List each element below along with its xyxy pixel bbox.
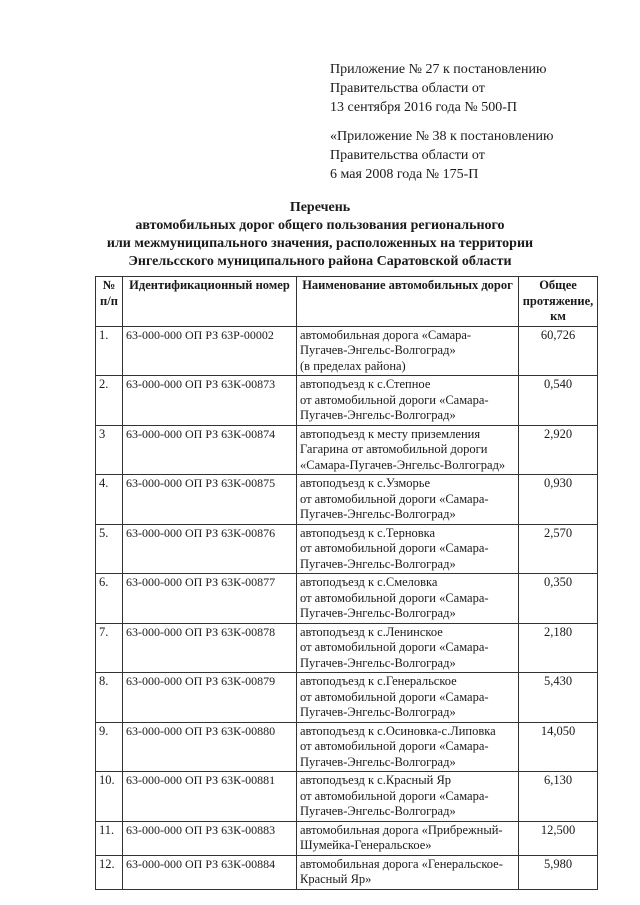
road-name-line: автоподъезд к с.Степное — [300, 377, 431, 391]
road-name — [297, 425, 519, 475]
road-name-line: автомобильная дорога «Самара- — [300, 327, 472, 342]
annex-header-line: 13 сентября 2016 года № 500-П — [330, 100, 517, 115]
road-name-line: автоподъезд к с.Терновка — [300, 525, 436, 540]
road-name-line: автомобильная дорога «Генеральское- — [300, 856, 503, 871]
header-num: № п/п — [96, 277, 123, 327]
road-name-line: от автомобильной дороги «Самара- — [300, 788, 489, 803]
road-name-line: Пугачев-Энгельс-Волгоград» — [300, 408, 456, 422]
road-name-line: Пугачев-Энгельс-Волгоград» — [300, 507, 456, 521]
road-id: 63-000-000 ОП РЗ 63К-00880 — [123, 722, 297, 772]
road-name — [297, 821, 519, 855]
road-id: 63-000-000 ОП РЗ 63К-00874 — [123, 425, 297, 475]
road-id: 63-000-000 ОП РЗ 63К-00875 — [123, 475, 297, 525]
row-number: 3 — [96, 425, 123, 475]
road-name-line: Пугачев-Энгельс-Волгоград» — [300, 556, 456, 571]
road-length: 60,726 — [519, 326, 598, 376]
road-id: 63-000-000 ОП РЗ 63К-00884 — [123, 855, 297, 889]
road-name — [297, 855, 519, 889]
header-name: Наименование автомобильных дорог — [297, 277, 519, 327]
table-row — [96, 623, 598, 673]
table-row — [96, 326, 598, 376]
road-name-line: от автомобильной дороги «Самара- — [300, 739, 489, 753]
road-length: 2,180 — [519, 623, 598, 673]
row-number: 1. — [96, 326, 123, 376]
road-name-line: Пугачев-Энгельс-Волгоград» — [300, 754, 456, 769]
road-name-line: Пугачев-Энгельс-Волгоград» — [300, 804, 456, 818]
road-name — [297, 376, 519, 426]
road-length: 0,930 — [519, 475, 598, 525]
road-name-line: автоподъезд к с.Осиновка-с.Липовка — [300, 723, 496, 738]
table-row — [96, 855, 598, 889]
annex-header-line: 6 мая 2008 года № 175-П — [330, 167, 479, 182]
annex-header-line: Правительства области от — [330, 148, 485, 163]
road-name-line: автоподъезд к месту приземления — [300, 426, 481, 441]
road-length: 5,980 — [519, 855, 598, 889]
road-name — [297, 475, 519, 525]
road-length: 2,920 — [519, 425, 598, 475]
road-length: 0,350 — [519, 574, 598, 624]
road-name-line: от автомобильной дороги «Самара- — [300, 491, 489, 506]
road-length: 2,570 — [519, 524, 598, 574]
road-name — [297, 722, 519, 772]
roads-table-body — [96, 326, 598, 889]
roads-table — [95, 276, 598, 890]
annex-header-line: «Приложение № 38 к постановлению — [330, 129, 554, 144]
road-id: 63-000-000 ОП РЗ 63К-00877 — [123, 574, 297, 624]
road-name-line: автоподъезд к с.Смеловка — [300, 575, 438, 589]
title-line: или межмуниципального значения, расположенных на территории — [106, 236, 534, 251]
road-length: 12,500 — [519, 821, 598, 855]
road-name-line: Пугачев-Энгельс-Волгоград» — [300, 343, 456, 357]
table-row — [96, 475, 598, 525]
road-name-line: Пугачев-Энгельс-Волгоград» — [300, 655, 456, 670]
road-name — [297, 623, 519, 673]
table-row — [96, 376, 598, 426]
road-id: 63-000-000 ОП РЗ 63К-00879 — [123, 673, 297, 723]
road-name-line: автоподъезд к с.Генеральское — [300, 674, 457, 688]
road-length: 6,130 — [519, 772, 598, 822]
header-length: Общее протяжение, км — [519, 277, 598, 327]
road-name-line: от автомобильной дороги «Самара- — [300, 392, 489, 407]
title-line: Энгельсского муниципального района Саратовской области — [128, 254, 512, 269]
road-id: 63-000-000 ОП РЗ 63К-00883 — [123, 821, 297, 855]
row-number: 2. — [96, 376, 123, 426]
table-row — [96, 673, 598, 723]
table-row — [96, 574, 598, 624]
road-length: 0,540 — [519, 376, 598, 426]
title-line: автомобильных дорог общего пользования регионального — [135, 218, 505, 233]
table-header-row — [96, 277, 598, 327]
road-name-line: Гагарина от автомобильной дороги — [300, 442, 488, 456]
road-name-line: от автомобильной дороги «Самара- — [300, 590, 489, 605]
road-id: 63-000-000 ОП РЗ 63К-00881 — [123, 772, 297, 822]
road-name-line: автоподъезд к с.Ленинское — [300, 624, 443, 639]
row-number: 5. — [96, 524, 123, 574]
table-row — [96, 821, 598, 855]
annex-header-original — [330, 127, 630, 184]
row-number: 4. — [96, 475, 123, 525]
road-length: 5,430 — [519, 673, 598, 723]
road-id: 63-000-000 ОП РЗ 63К-00873 — [123, 376, 297, 426]
road-length: 14,050 — [519, 722, 598, 772]
road-name-line: Пугачев-Энгельс-Волгоград» — [300, 606, 456, 620]
row-number: 10. — [96, 772, 123, 822]
annex-header-line: Правительства области от — [330, 81, 485, 96]
header-id: Идентификационный номер — [123, 277, 297, 327]
road-name-line: Шумейка-Генеральское» — [300, 838, 432, 852]
road-id: 63-000-000 ОП РЗ 63К-00876 — [123, 524, 297, 574]
document-title — [0, 199, 640, 271]
road-name-line: от автомобильной дороги «Самара- — [300, 541, 489, 555]
row-number: 12. — [96, 855, 123, 889]
road-name-line: автомобильная дорога «Прибрежный- — [300, 822, 503, 837]
table-row — [96, 722, 598, 772]
row-number: 8. — [96, 673, 123, 723]
road-name-line: Пугачев-Энгельс-Волгоград» — [300, 705, 456, 719]
annex-header-current — [330, 60, 630, 117]
road-name — [297, 574, 519, 624]
road-id: 63-000-000 ОП РЗ 63Р-00002 — [123, 326, 297, 376]
road-name-line: от автомобильной дороги «Самара- — [300, 640, 489, 654]
road-name — [297, 524, 519, 574]
road-name-line: Красный Яр» — [300, 872, 372, 886]
road-id: 63-000-000 ОП РЗ 63К-00878 — [123, 623, 297, 673]
road-name — [297, 772, 519, 822]
row-number: 7. — [96, 623, 123, 673]
table-row — [96, 772, 598, 822]
row-number: 6. — [96, 574, 123, 624]
annex-header-line: Приложение № 27 к постановлению — [330, 62, 547, 77]
table-row — [96, 524, 598, 574]
road-name — [297, 673, 519, 723]
row-number: 11. — [96, 821, 123, 855]
road-name-line: от автомобильной дороги «Самара- — [300, 689, 489, 704]
road-name-line: (в пределах района) — [300, 358, 406, 373]
table-row — [96, 425, 598, 475]
road-name-line: автоподъезд к с.Узморье — [300, 476, 431, 490]
road-name-line: автоподъезд к с.Красный Яр — [300, 773, 452, 787]
row-number: 9. — [96, 722, 123, 772]
road-name — [297, 326, 519, 376]
title-line: Перечень — [289, 200, 351, 215]
road-name-line: «Самара-Пугачев-Энгельс-Волгоград» — [300, 457, 506, 472]
